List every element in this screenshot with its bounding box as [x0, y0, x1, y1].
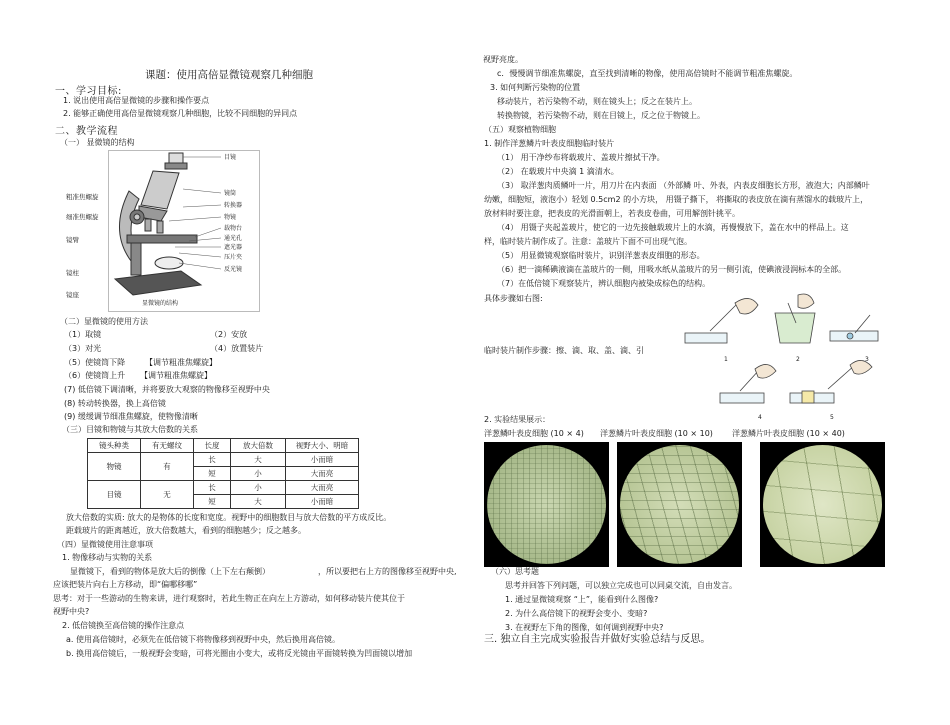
micrograph-low: [484, 442, 609, 567]
paragraph-line: c．慢慢调节细准焦螺旋，直至找到清晰的物像，使用高倍镜时不能调节粗准焦螺旋。: [497, 69, 798, 78]
step-item: (9) 缓缓调节细准焦螺旋，使物像清晰: [64, 412, 198, 421]
subsection-heading: （三）目镜和物镜与其放大倍数的关系: [62, 425, 198, 434]
table-header-row: [88, 439, 359, 453]
step-number: 2: [796, 356, 800, 363]
microscope-figure: [108, 150, 260, 312]
procedure-step: 放材料时要注意，把表皮的光滑面朝上，若表皮卷曲，可用解剖针挑平。: [484, 209, 740, 218]
step-item: （2）安放: [210, 330, 248, 339]
lens-table: [87, 438, 359, 509]
table-cell: 小: [231, 467, 286, 481]
question-item: 3. 在视野左下角的图像，如何调到视野中央?: [505, 623, 664, 632]
paragraph-line: 思考并回答下列问题，可以独立完成也可以同桌交流，自由发言。: [505, 581, 737, 590]
part-label: 物镜: [224, 214, 237, 221]
step-note: 【调节粗准焦螺旋】: [140, 371, 212, 380]
procedure-step: （7）在低倍镜下观察装片，辨认细胞内被染成棕色的结构。: [497, 279, 711, 288]
image-caption: 洋葱鳞片叶表皮细胞 (10 × 10): [600, 429, 713, 438]
part-label: 转换器: [224, 202, 243, 209]
point-title: 1. 制作洋葱鳞片叶表皮细胞临时装片: [484, 139, 615, 148]
paragraph-line: a. 使用高倍镜时，必须先在低倍镜下将物像移到视野中央，然后换用高倍镜。: [66, 635, 340, 644]
part-label: 反光镜: [224, 266, 243, 273]
final-section-heading: 三. 独立自主完成实验报告并做好实验总结与反思。: [484, 634, 711, 645]
step-item: （4）放置装片: [210, 344, 264, 353]
part-label: 细准焦螺旋: [66, 213, 99, 221]
part-label: 压片夹: [224, 254, 243, 261]
step-item: (7) 低倍镜下调清晰，并将要放大观察的物像移至视野中央: [64, 385, 270, 394]
table-cell: 物镜: [88, 453, 141, 481]
part-label: 粗准焦螺旋: [66, 193, 99, 201]
paragraph-line: 转换物镜，若污染物不动，则在目镜上，反之位于物镜上。: [497, 111, 705, 120]
table-cell: 小而暗: [286, 453, 359, 467]
procedure-step: （5） 用显微镜观察临时装片，识别洋葱表皮细胞的形态。: [497, 251, 705, 260]
table-header: 视野大小、明暗: [286, 439, 359, 453]
table-cell: 无: [141, 481, 194, 509]
step-item: （6）使镜筒上升: [64, 371, 126, 380]
step-item: （1）取镜: [64, 330, 102, 339]
table-cell: 短: [194, 467, 231, 481]
image-caption: 洋葱鳞片叶表皮细胞 (10 × 40): [732, 429, 845, 438]
table-cell: 目镜: [88, 481, 141, 509]
table-cell: 有: [141, 453, 194, 481]
paragraph-line: 应该把装片向右上方移动，即“偏哪移哪”: [53, 580, 198, 589]
subsection-heading: （二）显微镜的使用方法: [60, 317, 148, 326]
step-note: 【调节粗准焦螺旋】: [145, 358, 217, 367]
table-row: [88, 481, 359, 495]
paragraph-line: 距载玻片的距离越近，放大倍数越大，看到的细胞越少；反之越多。: [66, 526, 306, 535]
paragraph-line: 显微镜下，看到的物体是放大后的倒像（上下左右颠倒）: [70, 567, 270, 576]
paragraph-line: 视野亮度。: [483, 55, 523, 64]
step-number: 4: [758, 414, 762, 421]
steps-summary: 临时装片制作步骤：擦、滴、取、盖、滴、引: [484, 346, 644, 355]
goal-item: 1. 说出使用高倍显微镜的步骤和操作要点: [63, 96, 210, 105]
table-row: [88, 453, 359, 467]
subsection-heading: （一） 显微镜的结构: [60, 138, 135, 147]
step-item: （3）对光: [64, 344, 102, 353]
paragraph-line: b. 换用高倍镜后，一般视野会变暗，可将光圈由小变大，或将反光镜由平面镜转换为凹面镜以增加: [66, 649, 413, 658]
table-header: 长度: [194, 439, 231, 453]
table-header: 镜头种类: [88, 439, 141, 453]
table-cell: 大: [231, 495, 286, 509]
point-title: 3. 如何判断污染物的位置: [490, 83, 581, 92]
figure-intro: 具体步骤如右图:: [484, 294, 543, 303]
paragraph-line: 视野中央?: [53, 607, 90, 616]
part-label: 镜座: [66, 291, 79, 299]
part-label: 目镜: [224, 154, 237, 161]
procedure-step: （4） 用镊子夹起盖玻片，使它的一边先接触载玻片上的水滴，再慢慢放下，盖在水中的样品上。这: [497, 223, 849, 232]
step-number: 5: [830, 414, 834, 421]
procedure-step: （1） 用干净纱布将载玻片、盖玻片擦拭干净。: [497, 153, 665, 162]
paragraph-line: 移动装片，若污染物不动，则在镜头上；反之在装片上。: [497, 97, 697, 106]
point-title: 2. 低倍镜换至高倍镜的操作注意点: [62, 621, 185, 630]
procedure-step: （2） 在载玻片中央滴 1 滴清水。: [497, 167, 619, 176]
procedure-step: 样，临时装片制作成了。注意：盖玻片下面不可出现气泡。: [484, 237, 692, 246]
micrograph-medium: [617, 442, 742, 567]
question-item: 1. 通过显微镜观察 “上”，能看到什么图像?: [505, 595, 659, 604]
point-title: 1. 物像移动与实物的关系: [62, 553, 153, 562]
table-cell: 大: [231, 453, 286, 467]
part-label: 遮光器: [224, 244, 243, 251]
subsection-heading: （四）显微镜使用注意事项: [57, 540, 153, 549]
paragraph-line: 放大倍数的实质: 放大的是物体的长度和宽度。视野中的细胞数目与放大倍数的平方成反比。: [66, 513, 392, 522]
procedure-step: 幼嫩，细胞短，液泡小）轻划 0.5cm2 的小方块， 用镊子撕下， 将撕取的表皮放在滴有蒸馏水的载玻片上，: [484, 195, 869, 204]
part-label: 通光孔: [224, 235, 243, 242]
image-caption: 洋葱鳞叶表皮细胞 (10 × 4): [484, 429, 584, 438]
procedure-step: （3） 取洋葱肉质鳞叶一片，用刀片在内表面 （外部鳞 叶、外表，内表皮细胞长方形，液泡大；内部鳞叶: [497, 181, 870, 190]
step-item: （5）使镜筒下降: [64, 358, 126, 367]
table-cell: 大而亮: [286, 467, 359, 481]
table-cell: 长: [194, 481, 231, 495]
section-heading-goals: 一、学习目标:: [55, 86, 122, 97]
part-label: 镜筒: [224, 190, 237, 197]
subsection-heading: （六）思考题: [491, 567, 539, 576]
table-cell: 小: [231, 481, 286, 495]
step-item: (8) 转动转换器，换上高倍镜: [64, 399, 166, 408]
procedure-step: （6）把一滴稀碘液滴在盖玻片的一侧，用吸水纸从盖玻片的另一侧引流，使碘液浸润标本的全部。: [497, 265, 847, 274]
paragraph-line: ，所以要把右上方的图像移至视野中央,: [318, 567, 457, 576]
step-number: 1: [724, 356, 728, 363]
table-cell: 长: [194, 453, 231, 467]
micrograph-high: [760, 442, 885, 567]
point-title: 2. 实验结果展示：: [484, 415, 551, 424]
table-header: 放大倍数: [231, 439, 286, 453]
slide-steps-illustration: [680, 293, 890, 421]
subsection-heading: （五）观察植物细胞: [484, 125, 556, 134]
table-cell: 小而暗: [286, 495, 359, 509]
goal-item: 2. 能够正确使用高倍显微镜观察几种细胞，比较不同细胞的异同点: [63, 109, 298, 118]
question-item: 2. 为什么高倍镜下的视野会变小、变暗?: [505, 609, 648, 618]
part-label: 载物台: [224, 225, 243, 232]
figure-caption: 显微镜的结构: [142, 300, 179, 307]
table-header: 有无螺纹: [141, 439, 194, 453]
table-cell: 大而亮: [286, 481, 359, 495]
step-number: 3: [865, 356, 869, 363]
table-cell: 短: [194, 495, 231, 509]
part-label: 镜柱: [66, 269, 79, 277]
page-title: 课题：使用高倍显微镜观察几种细胞: [145, 69, 313, 81]
section-heading-process: 二、教学流程: [55, 126, 118, 137]
paragraph-line: 思考：对于一些游动的生物来讲，进行观察时，若此生物正在向左上方游动，如何移动装片使其位于: [53, 594, 405, 603]
part-label: 镜臂: [66, 236, 79, 244]
